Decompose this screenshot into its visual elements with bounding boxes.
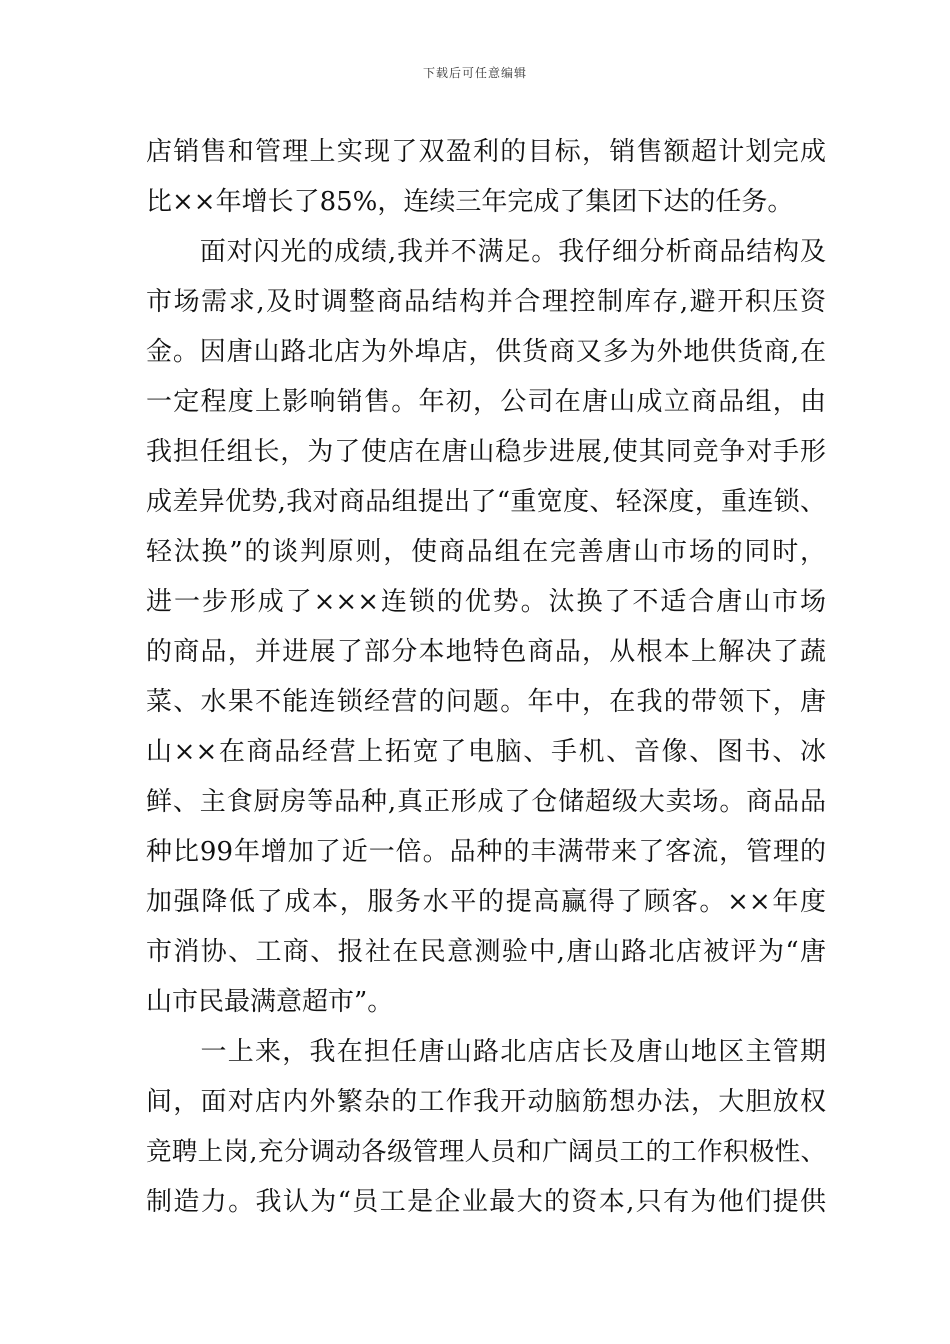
text-line: 鲜、主食厨房等品种,真正形成了仓储超级大卖场。商品品 — [146, 787, 826, 817]
text-line: 竞聘上岗,充分调动各级管理人员和广阔员工的工作积极性、 — [146, 1137, 826, 1167]
document-body — [146, 127, 826, 1227]
text-line: 山××在商品经营上拓宽了电脑、手机、音像、图书、冰 — [146, 737, 826, 767]
text-line: 间，面对店内外繁杂的工作我开动脑筋想办法，大胆放权 — [146, 1087, 826, 1117]
text-line: 加强降低了成本，服务水平的提高赢得了顾客。××年度 — [146, 887, 826, 917]
text-line: 进一步形成了×××连锁的优势。汰换了不适合唐山市场 — [146, 587, 826, 617]
text-line: 菜、水果不能连锁经营的问题。年中，在我的带领下，唐 — [146, 687, 826, 717]
text-line: 我担任组长，为了使店在唐山稳步进展,使其同竞争对手形 — [146, 437, 826, 467]
text-line: 金。因唐山路北店为外埠店，供货商又多为外地供货商,在 — [146, 337, 826, 367]
text-line: 制造力。我认为“员工是企业最大的资本,只有为他们提供 — [146, 1187, 826, 1217]
text-line: 比××年增长了85%，连续三年完成了集团下达的任务。 — [146, 187, 794, 217]
text-line: 成差异优势,我对商品组提出了“重宽度、轻深度，重连锁、 — [146, 487, 826, 517]
text-line: 一定程度上影响销售。年初，公司在唐山成立商品组，由 — [146, 387, 826, 417]
text-line: 一上来，我在担任唐山路北店店长及唐山地区主管期 — [146, 1037, 826, 1067]
page-header: 下载后可任意编辑 — [422, 66, 527, 80]
text-line: 市消协、工商、报社在民意测验中,唐山路北店被评为“唐 — [146, 937, 826, 967]
text-line: 山市民最满意超市”。 — [146, 987, 394, 1017]
text-line: 面对闪光的成绩,我并不满足。我仔细分析商品结构及 — [146, 237, 826, 267]
text-line: 种比99年增加了近一倍。品种的丰满带来了客流，管理的 — [146, 837, 826, 867]
text-line: 市场需求,及时调整商品结构并合理控制库存,避开积压资 — [146, 287, 826, 317]
text-line: 轻汰换”的谈判原则，使商品组在完善唐山市场的同时， — [146, 537, 826, 567]
text-line: 店销售和管理上实现了双盈利的目标，销售额超计划完成 — [146, 137, 826, 167]
text-line: 的商品，并进展了部分本地特色商品，从根本上解决了蔬 — [146, 637, 826, 667]
